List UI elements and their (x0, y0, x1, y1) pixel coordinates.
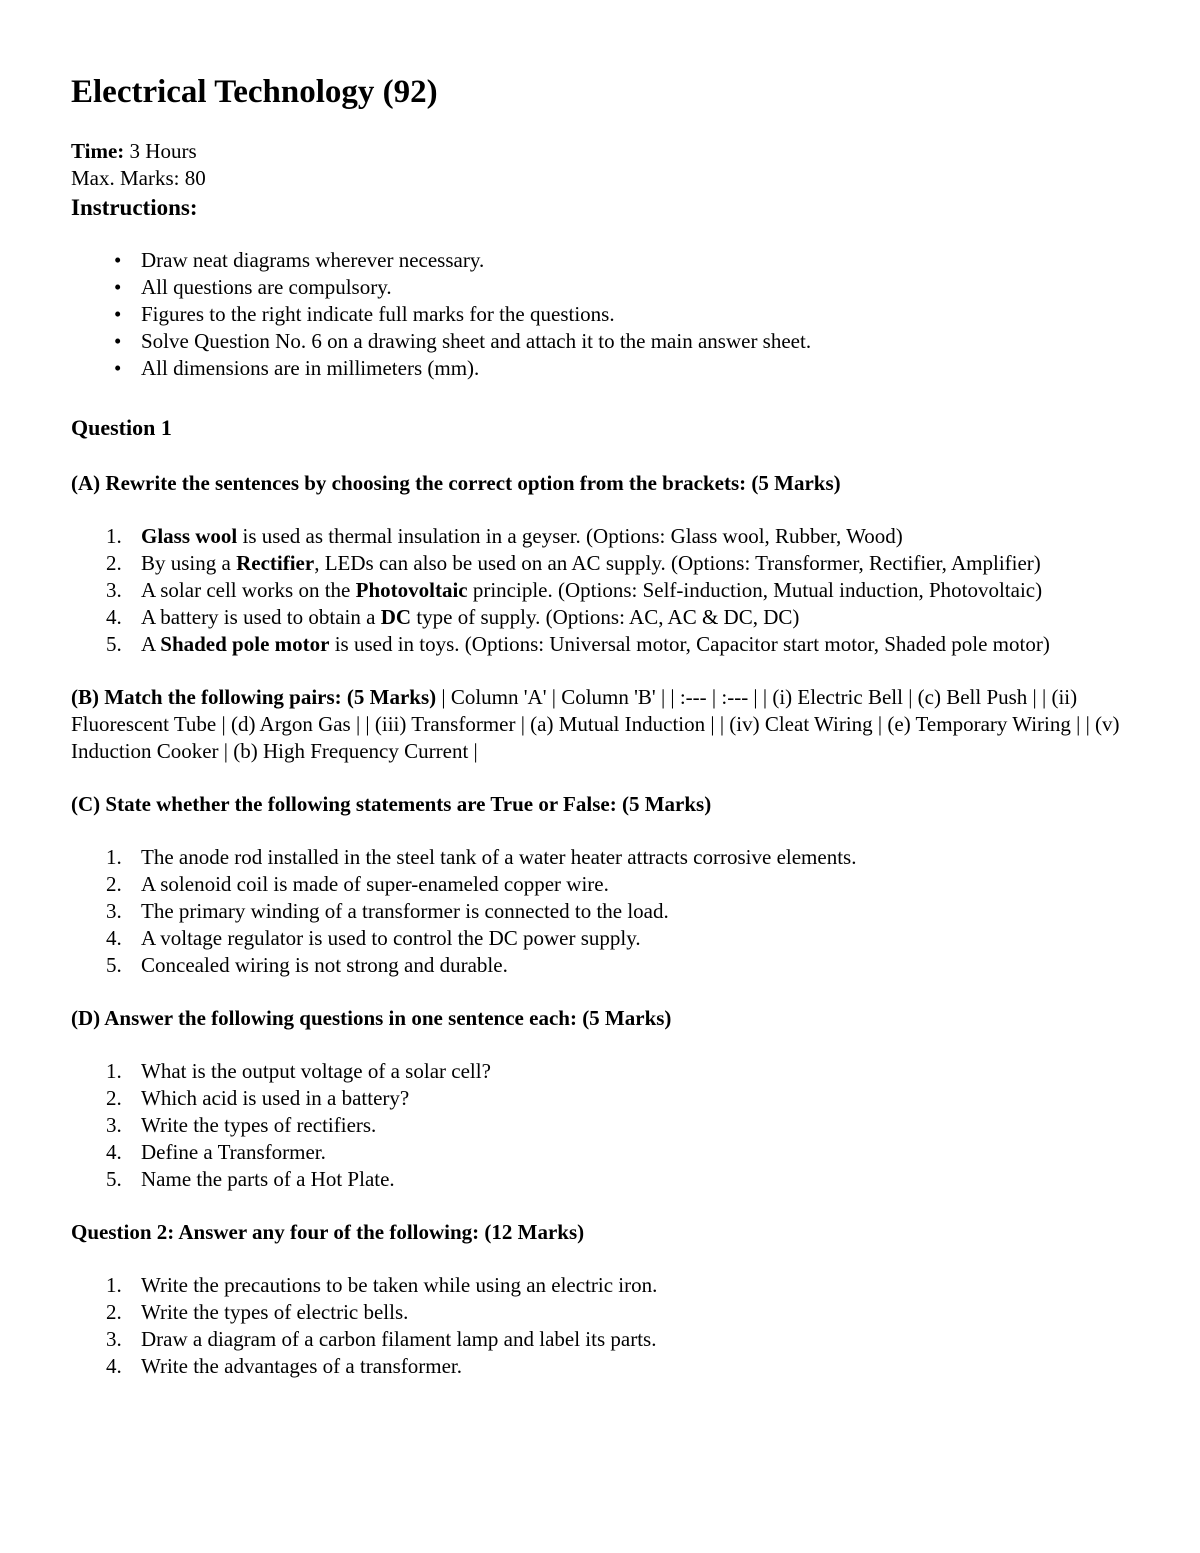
list-item (106, 523, 1141, 550)
instruction-item: • Solve Question No. 6 on a drawing sheet and attach it to the main answer sheet. (141, 328, 1141, 355)
q1-b-paragraph (71, 684, 1141, 765)
item-number: 3. (106, 1113, 122, 1137)
question-2-heading: Question 2: Answer any four of the following: (12 Marks) (71, 1220, 585, 1244)
list-item (106, 1085, 1141, 1112)
answer-term: Photovoltaic (355, 578, 468, 602)
item-text: Which acid is used in a battery? (141, 1086, 410, 1110)
item-text: Write the types of rectifiers. (141, 1113, 377, 1137)
list-item (106, 898, 1141, 925)
list-item (106, 1353, 1141, 1380)
item-number: 4. (106, 605, 122, 629)
list-item (106, 871, 1141, 898)
item-number: 1. (106, 845, 122, 869)
item-text: is used in toys. (Options: Universal motor, Capacitor start motor, Shaded pole motor) (329, 632, 1050, 656)
list-item (106, 604, 1141, 631)
instructions-heading: Instructions: (71, 195, 198, 220)
question-1-heading: Question 1 (71, 415, 172, 440)
item-text: Write the precautions to be taken while using an electric iron. (141, 1273, 658, 1297)
list-item (106, 1058, 1141, 1085)
item-text: Name the parts of a Hot Plate. (141, 1167, 395, 1191)
item-text: Write the types of electric bells. (141, 1300, 409, 1324)
item-number: 5. (106, 953, 122, 977)
item-text: type of supply. (Options: AC, AC & DC, DC) (411, 605, 800, 629)
answer-term: DC (380, 605, 412, 629)
item-text: Draw a diagram of a carbon filament lamp and label its parts. (141, 1327, 657, 1351)
answer-term: Rectifier (236, 551, 315, 575)
instructions-list (71, 247, 1141, 382)
time-line (71, 138, 1141, 165)
item-text: Write the advantages of a transformer. (141, 1354, 463, 1378)
item-text: A battery is used to obtain a (141, 605, 381, 629)
q2-list (71, 1272, 1141, 1380)
item-text: A (141, 632, 161, 656)
list-item (106, 1112, 1141, 1139)
item-text: What is the output voltage of a solar cell? (141, 1059, 491, 1083)
item-number: 1. (106, 1273, 122, 1297)
item-number: 5. (106, 1167, 122, 1191)
list-item (106, 952, 1141, 979)
item-text: The anode rod installed in the steel tank of a water heater attracts corrosive elements. (141, 845, 857, 869)
list-item (106, 1326, 1141, 1353)
time-value: 3 Hours (124, 139, 197, 163)
list-item (106, 550, 1141, 577)
item-number: 2. (106, 551, 122, 575)
item-number: 3. (106, 578, 122, 602)
item-number: 3. (106, 899, 122, 923)
item-text: Define a Transformer. (141, 1140, 326, 1164)
q1-d-list (71, 1058, 1141, 1193)
list-item (106, 631, 1141, 658)
list-item (106, 1272, 1141, 1299)
q1-a-heading: (A) Rewrite the sentences by choosing the correct option from the brackets: (5 Marks) (71, 471, 841, 495)
list-item (106, 1166, 1141, 1193)
item-number: 2. (106, 1086, 122, 1110)
item-text: A solenoid coil is made of super-enameled copper wire. (141, 872, 609, 896)
list-item (106, 577, 1141, 604)
item-text: is used as thermal insulation in a geyser. (Options: Glass wool, Rubber, Wood) (237, 524, 903, 548)
list-item (106, 1139, 1141, 1166)
item-number: 1. (106, 1059, 122, 1083)
item-text: principle. (Options: Self-induction, Mutual induction, Photovoltaic) (467, 578, 1043, 602)
time-label: Time: (71, 139, 125, 163)
item-text: Concealed wiring is not strong and durable. (141, 953, 508, 977)
q1-a-list (71, 523, 1141, 658)
q1-c-list (71, 844, 1141, 979)
page-title: Electrical Technology (92) (71, 74, 438, 110)
item-number: 4. (106, 926, 122, 950)
list-item (106, 925, 1141, 952)
q1-d-heading: (D) Answer the following questions in one sentence each: (5 Marks) (71, 1006, 672, 1030)
instruction-item: • All dimensions are in millimeters (mm). (141, 355, 1141, 382)
instruction-item: • Draw neat diagrams wherever necessary. (141, 247, 1141, 274)
item-text: , LEDs can also be used on an AC supply. (Options: Transformer, Rectifier, Amplifier) (314, 551, 1041, 575)
list-item (106, 844, 1141, 871)
item-number: 2. (106, 872, 122, 896)
q1-b-text: | Column 'A' | Column 'B' | | :--- | :--- | | (i) Electric Bell | (c) Bell Push | | (ii) Fluorescent Tube | (d) Argon Gas | | (iii) Transformer | (a) Mutual Induction | | (iv) Cleat Wiring | (e) Temporary Wiring | | (v) Induction Cooker | (b) High Frequency Current | (71, 685, 1120, 763)
exam-meta (71, 138, 1141, 192)
answer-term: Glass wool (141, 524, 238, 548)
item-number: 1. (106, 524, 122, 548)
item-number: 4. (106, 1354, 122, 1378)
instruction-item: • All questions are compulsory. (141, 274, 1141, 301)
list-item (106, 1299, 1141, 1326)
item-text: The primary winding of a transformer is connected to the load. (141, 899, 669, 923)
item-text: A voltage regulator is used to control the DC power supply. (141, 926, 641, 950)
item-number: 2. (106, 1300, 122, 1324)
q1-b-heading: (B) Match the following pairs: (5 Marks) (71, 685, 437, 709)
item-number: 4. (106, 1140, 122, 1164)
instruction-item: • Figures to the right indicate full marks for the questions. (141, 301, 1141, 328)
item-number: 3. (106, 1327, 122, 1351)
answer-term: Shaded pole motor (160, 632, 330, 656)
item-number: 5. (106, 632, 122, 656)
exam-page (71, 72, 1141, 1380)
max-marks: Max. Marks: 80 (71, 166, 206, 190)
q1-c-heading: (C) State whether the following statements are True or False: (5 Marks) (71, 792, 712, 816)
item-text: By using a (141, 551, 237, 575)
item-text: A solar cell works on the (141, 578, 356, 602)
